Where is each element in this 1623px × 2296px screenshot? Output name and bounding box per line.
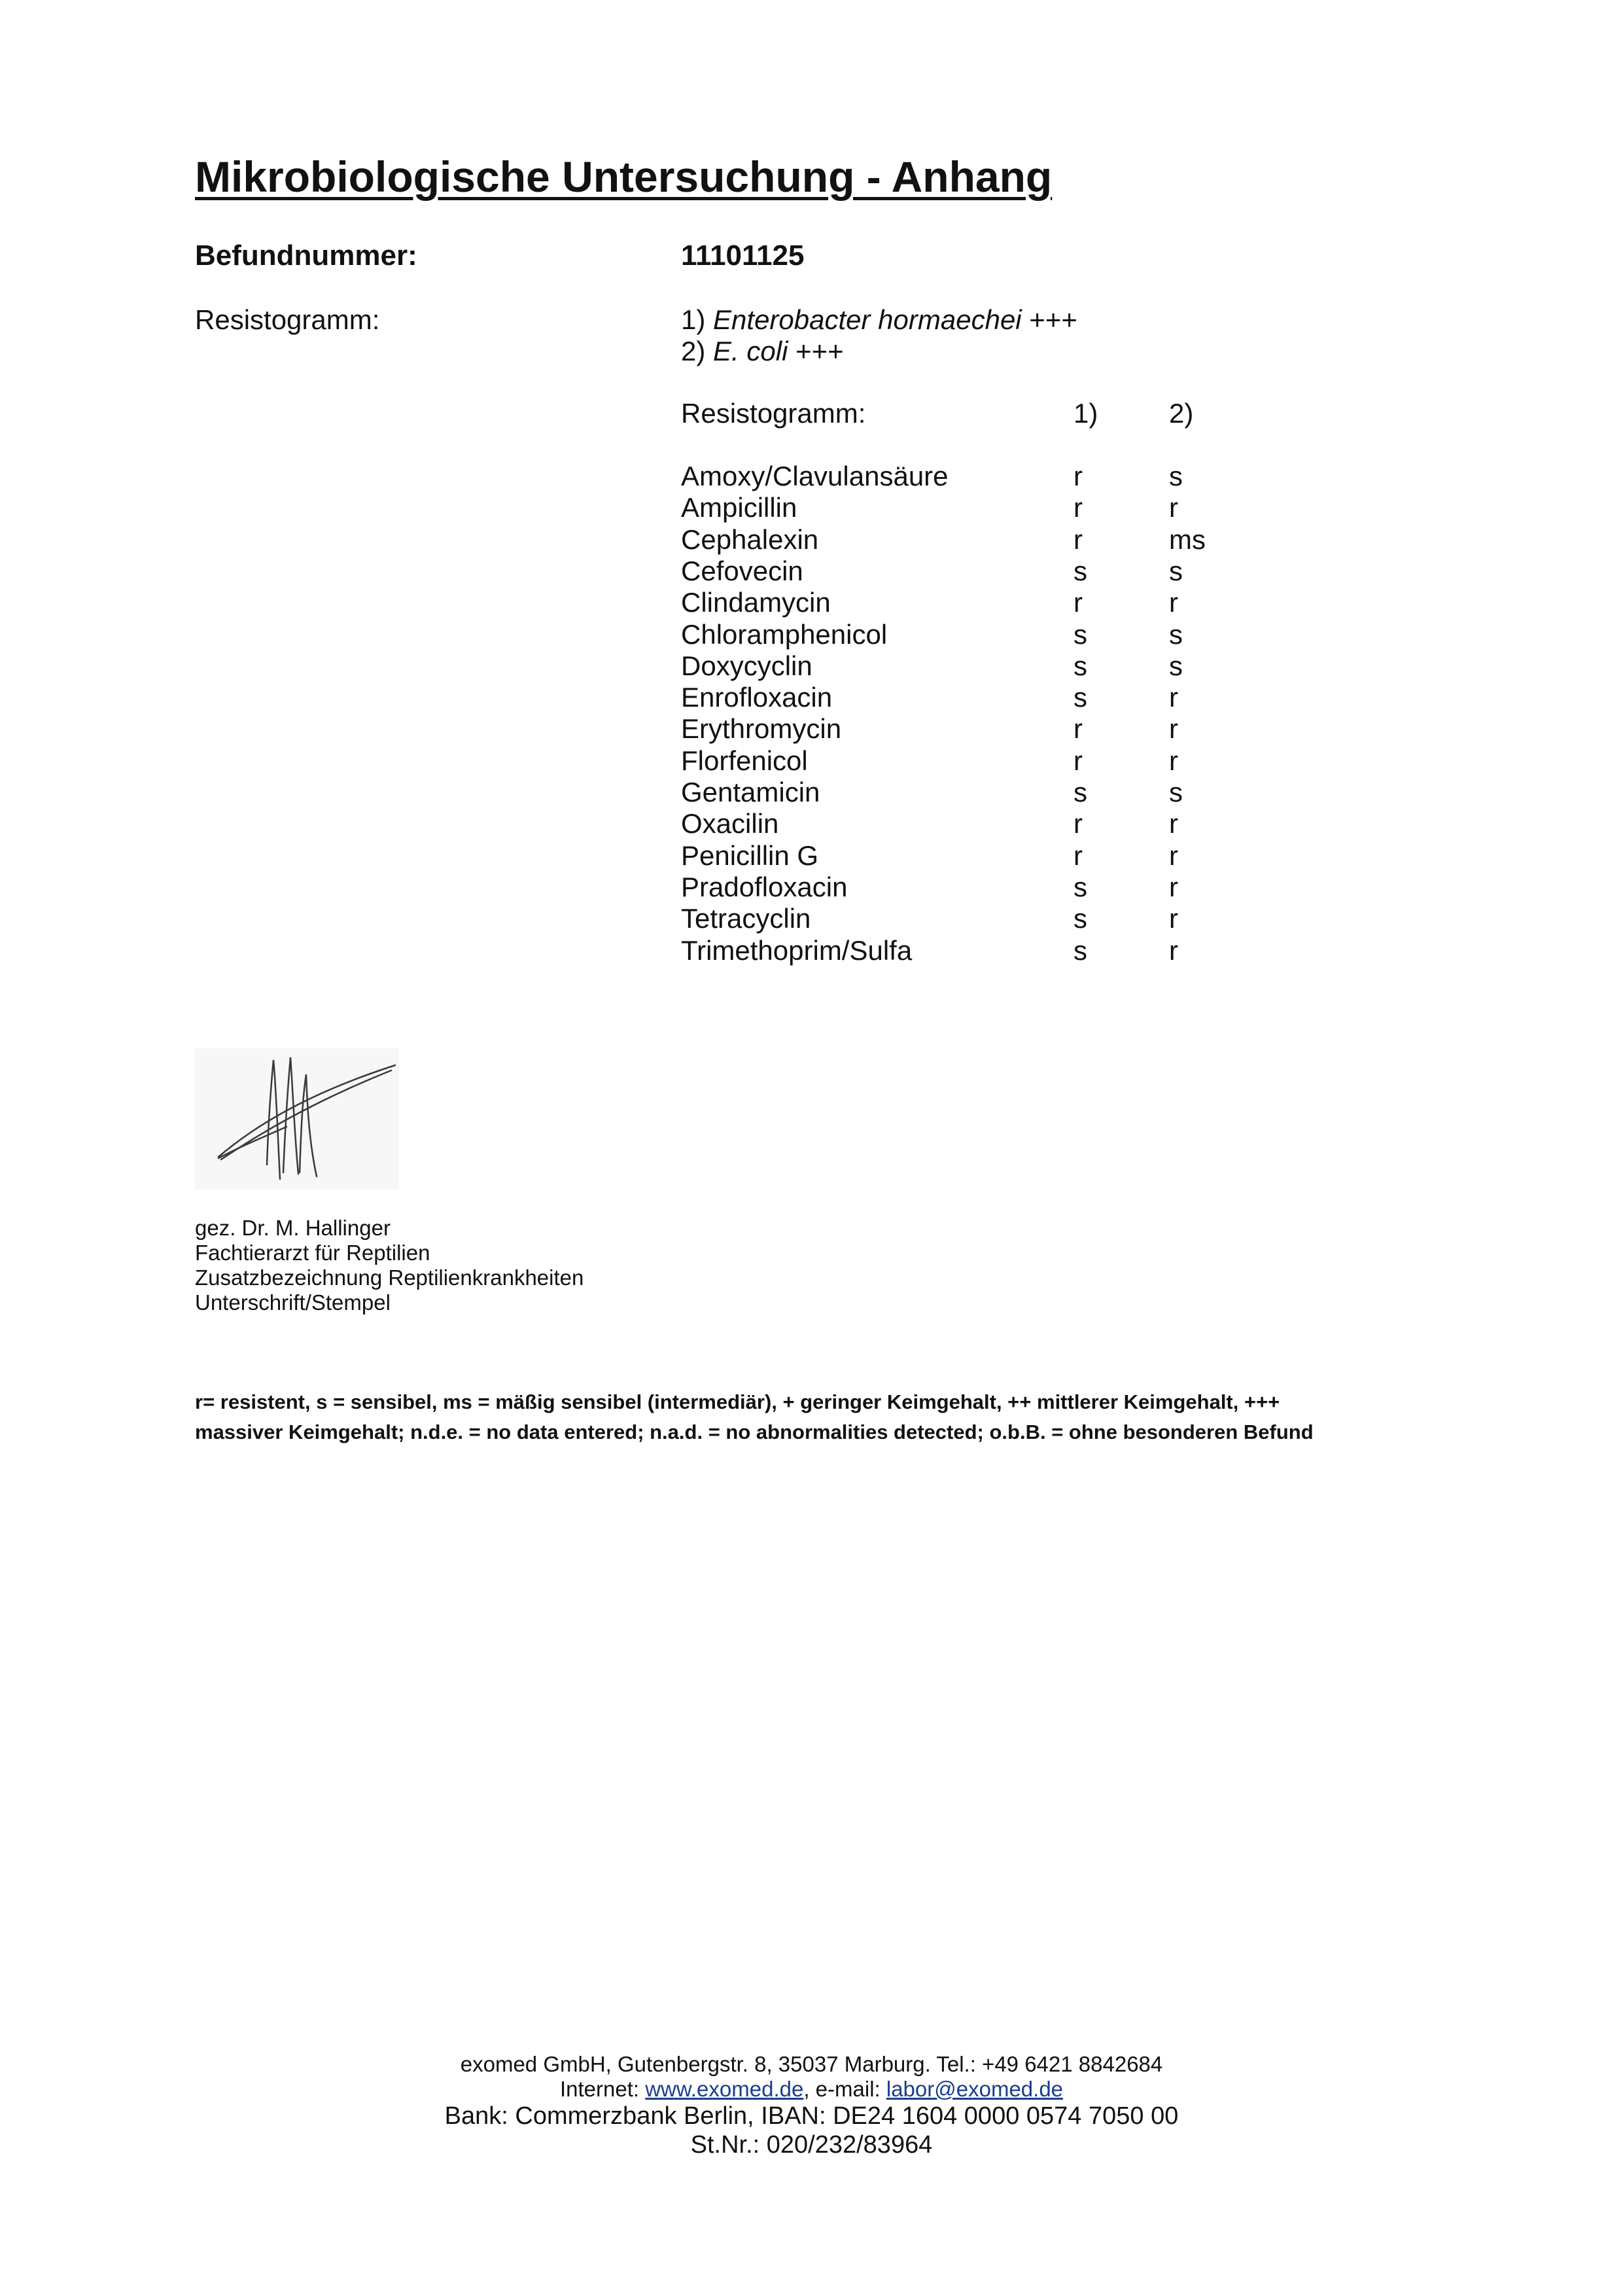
report-number-label: Befundnummer:	[195, 239, 417, 272]
result-organism-2: r	[1169, 587, 1178, 618]
legend	[195, 1387, 1438, 1447]
organism-number: 1)	[681, 304, 706, 335]
drug-name: Cefovecin	[681, 555, 803, 586]
drug-name: Doxycyclin	[681, 650, 812, 681]
drug-name: Erythromycin	[681, 713, 842, 745]
result-organism-2: s	[1169, 555, 1183, 586]
footer-bank: Bank: Commerzbank Berlin, IBAN: DE24 1604 0000 0574 7050 00	[444, 2102, 1179, 2130]
signer-name: gez. Dr. M. Hallinger	[195, 1216, 391, 1240]
footer	[0, 2052, 1623, 2159]
drug-name: Gentamicin	[681, 777, 820, 807]
drug-name: Tetracyclin	[681, 903, 811, 934]
result-organism-1: s	[1073, 934, 1087, 966]
table-header-col2: 2)	[1169, 398, 1194, 429]
page-title: Mikrobiologische Untersuchung - Anhang	[195, 152, 1053, 201]
signer-qualification: Zusatzbezeichnung Reptilienkrankheiten	[195, 1265, 584, 1290]
organism-name: E. coli	[713, 336, 788, 366]
result-organism-2: r	[1169, 745, 1178, 776]
result-organism-1: r	[1073, 523, 1083, 555]
result-organism-1: r	[1073, 461, 1083, 491]
result-organism-2: r	[1169, 903, 1178, 934]
result-organism-2: r	[1169, 492, 1178, 523]
report-number-value: 11101125	[681, 239, 805, 272]
website-link[interactable]: www.exomed.de	[645, 2077, 804, 2101]
drug-name: Cephalexin	[681, 523, 819, 555]
result-organism-2: r	[1169, 808, 1178, 839]
result-organism-1: r	[1073, 587, 1083, 618]
result-organism-1: s	[1073, 903, 1087, 934]
result-organism-2: r	[1169, 871, 1178, 902]
resistogram-table	[681, 398, 1270, 974]
table-header-label: Resistogramm:	[681, 398, 866, 429]
footer-email-label: , e-mail:	[803, 2077, 886, 2101]
result-organism-1: s	[1073, 555, 1087, 586]
result-organism-1: r	[1073, 839, 1083, 871]
footer-contact	[0, 2077, 1623, 2102]
result-organism-2: ms	[1169, 523, 1206, 555]
result-organism-1: r	[1073, 713, 1083, 745]
signature-block	[195, 1216, 584, 1315]
drug-name: Pradofloxacin	[681, 871, 848, 902]
drug-name: Penicillin G	[681, 839, 819, 871]
organism-grade: +++	[1029, 304, 1077, 335]
result-organism-2: s	[1169, 618, 1183, 650]
result-organism-1: s	[1073, 777, 1087, 807]
result-organism-2: r	[1169, 839, 1178, 871]
organism-number: 2)	[681, 336, 706, 366]
handwritten-signature-icon	[195, 1048, 399, 1190]
email-link[interactable]: labor@exomed.de	[886, 2077, 1064, 2101]
organism-item	[681, 304, 1077, 336]
footer-internet-label: Internet:	[559, 2077, 646, 2101]
drug-name: Ampicillin	[681, 492, 797, 523]
result-organism-1: s	[1073, 618, 1087, 650]
result-organism-2: s	[1169, 650, 1183, 681]
result-organism-1: s	[1073, 650, 1087, 681]
drug-name: Chloramphenicol	[681, 618, 888, 650]
organism-item	[681, 336, 844, 367]
result-organism-2: s	[1169, 777, 1183, 807]
drug-name: Trimethoprim/Sulfa	[681, 934, 913, 966]
signature-stamp-label: Unterschrift/Stempel	[195, 1290, 391, 1315]
drug-name: Amoxy/Clavulansäure	[681, 461, 949, 491]
result-organism-2: r	[1169, 934, 1178, 966]
result-organism-1: r	[1073, 492, 1083, 523]
table-header-col1: 1)	[1073, 398, 1098, 429]
result-organism-1: r	[1073, 808, 1083, 839]
signature-image	[195, 1048, 399, 1190]
result-organism-1: s	[1073, 871, 1087, 902]
signer-title: Fachtierarzt für Reptilien	[195, 1241, 430, 1265]
result-organism-1: s	[1073, 682, 1087, 713]
result-organism-2: r	[1169, 682, 1178, 713]
footer-address: exomed GmbH, Gutenbergstr. 8, 35037 Marburg. Tel.: +49 6421 8842684	[460, 2052, 1163, 2076]
drug-name: Enrofloxacin	[681, 682, 833, 713]
drug-name: Oxacilin	[681, 808, 779, 839]
resistogram-label: Resistogramm:	[195, 304, 380, 335]
organism-name: Enterobacter hormaechei	[713, 304, 1022, 335]
drug-name: Clindamycin	[681, 587, 831, 618]
organism-grade: +++	[795, 336, 844, 366]
drug-name: Florfenicol	[681, 745, 808, 776]
footer-tax-number: St.Nr.: 020/232/83964	[690, 2131, 933, 2159]
result-organism-2: r	[1169, 713, 1178, 745]
legend-line: massiver Keimgehalt; n.d.e. = no data entered; n.a.d. = no abnormalities detected; o.b.B. = ohne besonderen Befund	[195, 1421, 1314, 1443]
result-organism-1: r	[1073, 745, 1083, 776]
legend-line: r= resistent, s = sensibel, ms = mäßig sensibel (intermediär), + geringer Keimgehalt, ++ mittlerer Keimgehalt, +++	[195, 1390, 1280, 1413]
result-organism-2: s	[1169, 461, 1183, 491]
